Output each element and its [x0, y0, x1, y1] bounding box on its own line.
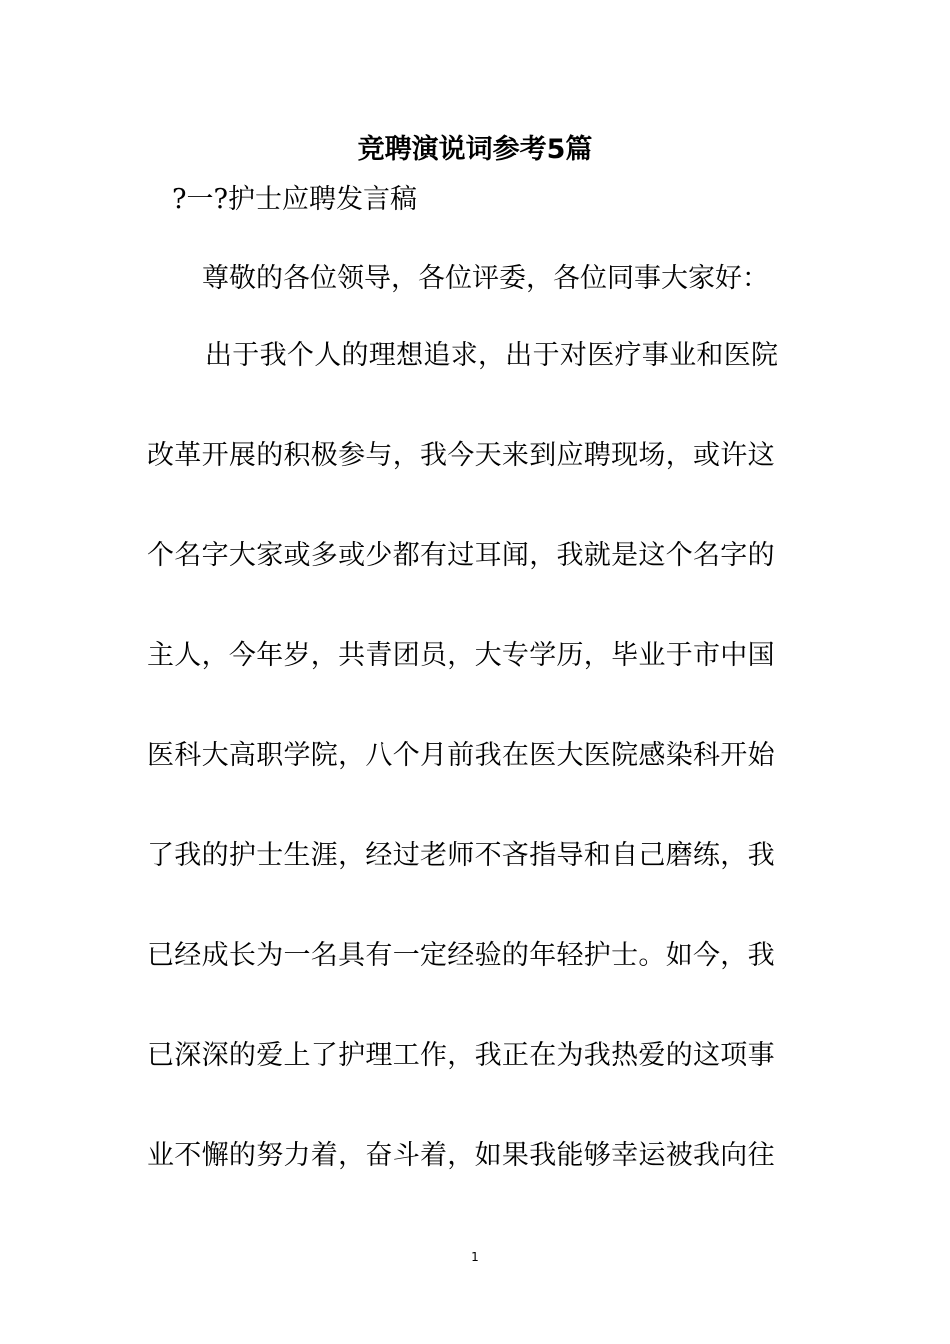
- body-line: 改革开展的积极参与，我今天来到应聘现场，或许这: [147, 440, 775, 471]
- body-line: 医科大高职学院，八个月前我在医大医院感染科开始: [147, 740, 775, 771]
- body-line: 主人，今年岁，共青团员，大专学历，毕业于市中国: [147, 640, 775, 671]
- body-line: 已深深的爱上了护理工作，我正在为我热爱的这项事: [147, 1040, 775, 1071]
- body-line: 了我的护士生涯，经过老师不吝指导和自己磨练，我: [147, 840, 775, 871]
- section-subtitle: ?一?护士应聘发言稿: [172, 184, 417, 215]
- body-line: 业不懈的努力着，奋斗着，如果我能够幸运被我向往: [147, 1140, 775, 1171]
- body-line: 出于我个人的理想追求，出于对医疗事业和医院: [205, 340, 779, 371]
- greeting-line: 尊敬的各位领导，各位评委，各位同事大家好：: [202, 263, 769, 294]
- body-line: 已经成长为一名具有一定经验的年轻护士。如今，我: [147, 940, 775, 971]
- page-number: 1: [471, 1250, 479, 1264]
- page-title: 竞聘演说词参考5篇: [357, 134, 593, 165]
- body-line: 个名字大家或多或少都有过耳闻，我就是这个名字的: [147, 540, 775, 571]
- body-paragraph: [147, 336, 807, 1236]
